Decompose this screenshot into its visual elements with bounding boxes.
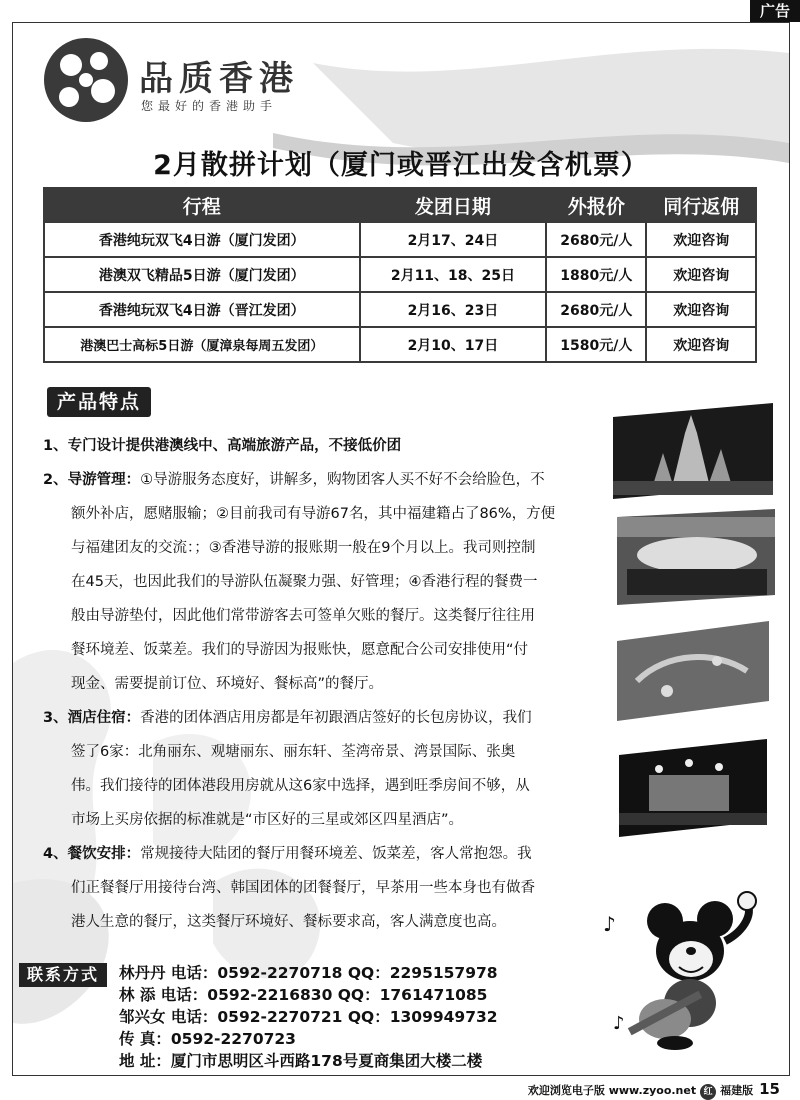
plan-title: 2月散拼计划（厦门或晋江出发含机票） xyxy=(153,150,649,181)
mascot-guitar-icon xyxy=(595,891,771,1051)
dates-cell: 2月17、24日 xyxy=(360,222,547,257)
brand-logo xyxy=(41,35,331,125)
feature-2 xyxy=(43,463,587,497)
feature-2-cont: 现金、需要提前订位、环境好、餐标高”的餐厅。 xyxy=(71,676,384,692)
header-commission: 同行返佣 xyxy=(646,188,756,222)
header-dates: 发团日期 xyxy=(360,188,547,222)
table-row xyxy=(44,327,756,362)
feature-2-cont: 般由导游垫付，因此他们常带游客去可签单欠账的餐厅。这类餐厅往往用 xyxy=(71,608,535,624)
contact-line: 林丹丹 电话：0592-2270718 QQ：2295157978 xyxy=(119,964,498,982)
feature-4 xyxy=(43,837,587,871)
feature-4-cont: 们正餐餐厅用接待台湾、韩国团体的团餐餐厅，早茶用一些本身也有做香 xyxy=(71,880,535,896)
photo-night-show xyxy=(619,739,767,837)
footer-badge: 红 xyxy=(700,1084,716,1100)
route-cell: 港澳巴士高标5日游（厦漳泉每周五发团） xyxy=(44,327,360,362)
feature-1 xyxy=(43,429,587,463)
brand-name: 品质香港 xyxy=(139,59,299,99)
price-cell: 2680元/人 xyxy=(546,222,646,257)
feature-4-line: 常规接待大陆团的餐厅用餐环境差、饭菜差，客人常抱怨。我 xyxy=(140,846,532,862)
feature-3 xyxy=(43,701,587,735)
feature-2-cont: 与福建团友的交流：；③香港导游的报账期一般在9个月以上。我司则控制 xyxy=(71,540,536,556)
footer-edition: 福建版 xyxy=(720,1084,754,1097)
header-price: 外报价 xyxy=(546,188,646,222)
footer xyxy=(528,1080,780,1100)
feature-2-cont: 额外补店，愿赌服输；②目前我司有导游67名，其中福建籍占了86%，方便 xyxy=(71,506,556,522)
table-row xyxy=(44,222,756,257)
feature-2-line: ①导游服务态度好，讲解多，购物团客人买不好不会给脸色，不 xyxy=(140,472,545,488)
page-number: 15 xyxy=(759,1080,780,1098)
fax-line: 传 真：0592-2270723 xyxy=(119,1030,296,1048)
feature-2-cont: 餐环境差、饭菜差。我们的导游因为报账快，愿意配合公司安排使用“付 xyxy=(71,642,529,658)
feature-3-cont: 市场上买房依据的标准就是“市区好的三星或郊区四星酒店”。 xyxy=(71,812,464,828)
header-route: 行程 xyxy=(44,188,360,222)
contact-line: 邹兴女 电话：0592-2270721 QQ：1309949732 xyxy=(119,1008,498,1026)
contact-label: 联系方式 xyxy=(19,963,107,987)
svg-text:♪: ♪ xyxy=(613,1013,625,1034)
brand-slogan: 您最好的香港助手 xyxy=(141,99,278,113)
price-cell: 1880元/人 xyxy=(546,257,646,292)
feature-3-cont: 伟。我们接待的团体港段用房就从这6家中选择，遇到旺季房间不够，从 xyxy=(71,778,530,794)
feature-4-cont: 港人生意的餐厅，这类餐厅环境好、餐标要求高，客人满意度也高。 xyxy=(71,914,506,930)
dates-cell: 2月10、17日 xyxy=(360,327,547,362)
address-line: 地 址：厦门市思明区斗西路178号夏商集团大楼二楼 xyxy=(119,1052,483,1070)
features-list xyxy=(43,429,587,939)
feature-2-cont: 在45天，也因此我们的导游队伍凝聚力强、好管理；④香港行程的餐费一 xyxy=(71,574,538,590)
route-cell: 香港纯玩双飞4日游（晋江发团） xyxy=(44,292,360,327)
commission-cell: 欢迎咨询 xyxy=(646,292,756,327)
table-row xyxy=(44,257,756,292)
contact-line: 林 添 电话：0592-2216830 QQ：1761471085 xyxy=(119,986,488,1004)
feature-3-heading: 3、酒店住宿： xyxy=(43,710,141,726)
features-heading: 产品特点 xyxy=(47,387,151,417)
commission-cell: 欢迎咨询 xyxy=(646,257,756,292)
route-cell: 香港纯玩双飞4日游（厦门发团） xyxy=(44,222,360,257)
route-cell: 港澳双飞精品5日游（厦门发团） xyxy=(44,257,360,292)
price-cell: 1580元/人 xyxy=(546,327,646,362)
price-cell: 2680元/人 xyxy=(546,292,646,327)
dates-cell: 2月11、18、25日 xyxy=(360,257,547,292)
ad-page xyxy=(12,22,790,1076)
ad-tag: 广告 xyxy=(750,0,800,22)
feature-3-line: 香港的团体酒店用房都是年初跟酒店签好的长包房协议，我们 xyxy=(140,710,532,726)
feature-2-heading: 2、导游管理： xyxy=(43,472,141,488)
commission-cell: 欢迎咨询 xyxy=(646,327,756,362)
logo-mark-icon xyxy=(41,35,131,125)
svg-text:♪: ♪ xyxy=(603,912,616,936)
photo-aquarium xyxy=(617,621,769,721)
photo-castle xyxy=(613,403,773,499)
dates-cell: 2月16、23日 xyxy=(360,292,547,327)
feature-3-cont: 签了6家：北角丽东、观塘丽东、丽东轩、荃湾帝景、湾景国际、张奥 xyxy=(71,744,516,760)
table-header-row xyxy=(44,188,756,222)
commission-cell: 欢迎咨询 xyxy=(646,222,756,257)
feature-1-text: 1、专门设计提供港澳线中、高端旅游产品，不接低价团 xyxy=(43,438,402,454)
itinerary-table xyxy=(43,187,757,363)
feature-4-heading: 4、餐饮安排： xyxy=(43,846,141,862)
footer-text: 欢迎浏览电子版 www.zyoo.net xyxy=(527,1084,697,1097)
table-row xyxy=(44,292,756,327)
photo-ocean-park xyxy=(617,509,775,605)
